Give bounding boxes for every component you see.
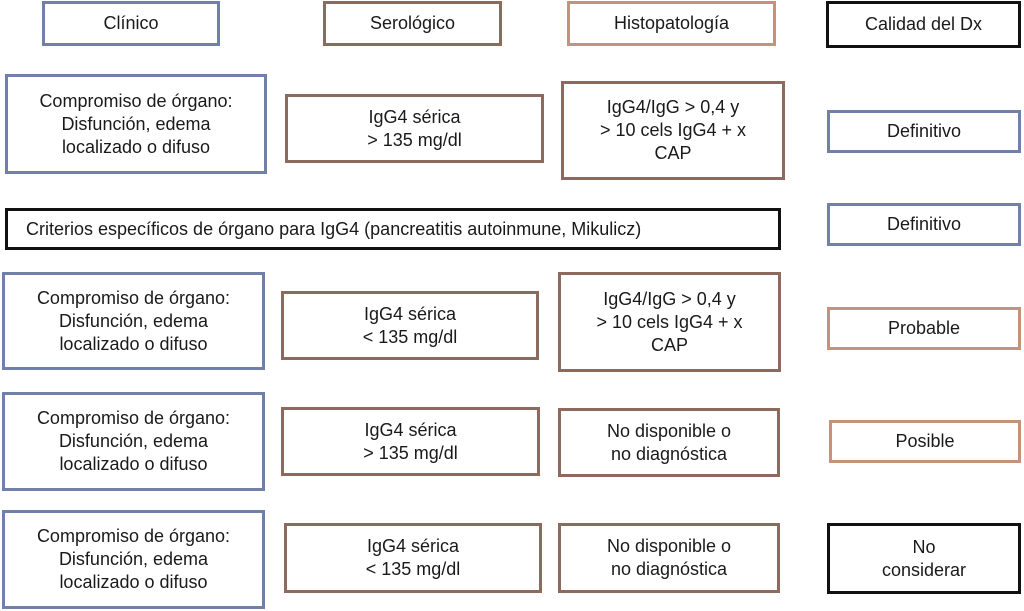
row1-calidad-box: Definitivo (827, 110, 1021, 153)
row5-histopatologia-box: No disponible o no diagnóstica (558, 523, 780, 593)
row5-calidad-box: No considerar (827, 523, 1021, 594)
row4-histopatologia-box: No disponible o no diagnóstica (558, 408, 780, 477)
row5-serologico-box: IgG4 sérica < 135 mg/dl (284, 523, 542, 593)
header-serologico: Serológico (323, 1, 502, 46)
row4-clinico-box: Compromiso de órgano: Disfunción, edema localizado o difuso (2, 392, 265, 491)
row1-serologico-box: IgG4 sérica > 135 mg/dl (285, 94, 544, 163)
row4-serologico-box: IgG4 sérica > 135 mg/dl (281, 407, 540, 476)
row5-clinico-box: Compromiso de órgano: Disfunción, edema localizado o difuso (2, 510, 265, 609)
row3-serologico-box: IgG4 sérica < 135 mg/dl (281, 291, 539, 360)
row2-criterio-box: Criterios específicos de órgano para IgG4 (pancreatitis autoinmune, Mikulicz) (5, 208, 781, 250)
row2-calidad-box: Definitivo (827, 203, 1021, 246)
row4-calidad-box: Posible (829, 420, 1021, 463)
header-histopatologia: Histopatología (567, 1, 776, 46)
row1-clinico-box: Compromiso de órgano: Disfunción, edema localizado o difuso (5, 74, 267, 174)
row3-clinico-box: Compromiso de órgano: Disfunción, edema localizado o difuso (2, 272, 265, 370)
header-calidad: Calidad del Dx (826, 1, 1021, 48)
row3-histopatologia-box: IgG4/IgG > 0,4 y > 10 cels IgG4 + x CAP (558, 272, 781, 372)
row3-calidad-box: Probable (827, 307, 1021, 350)
header-clinico: Clínico (42, 1, 220, 46)
row1-histopatologia-box: IgG4/IgG > 0,4 y > 10 cels IgG4 + x CAP (561, 81, 785, 180)
